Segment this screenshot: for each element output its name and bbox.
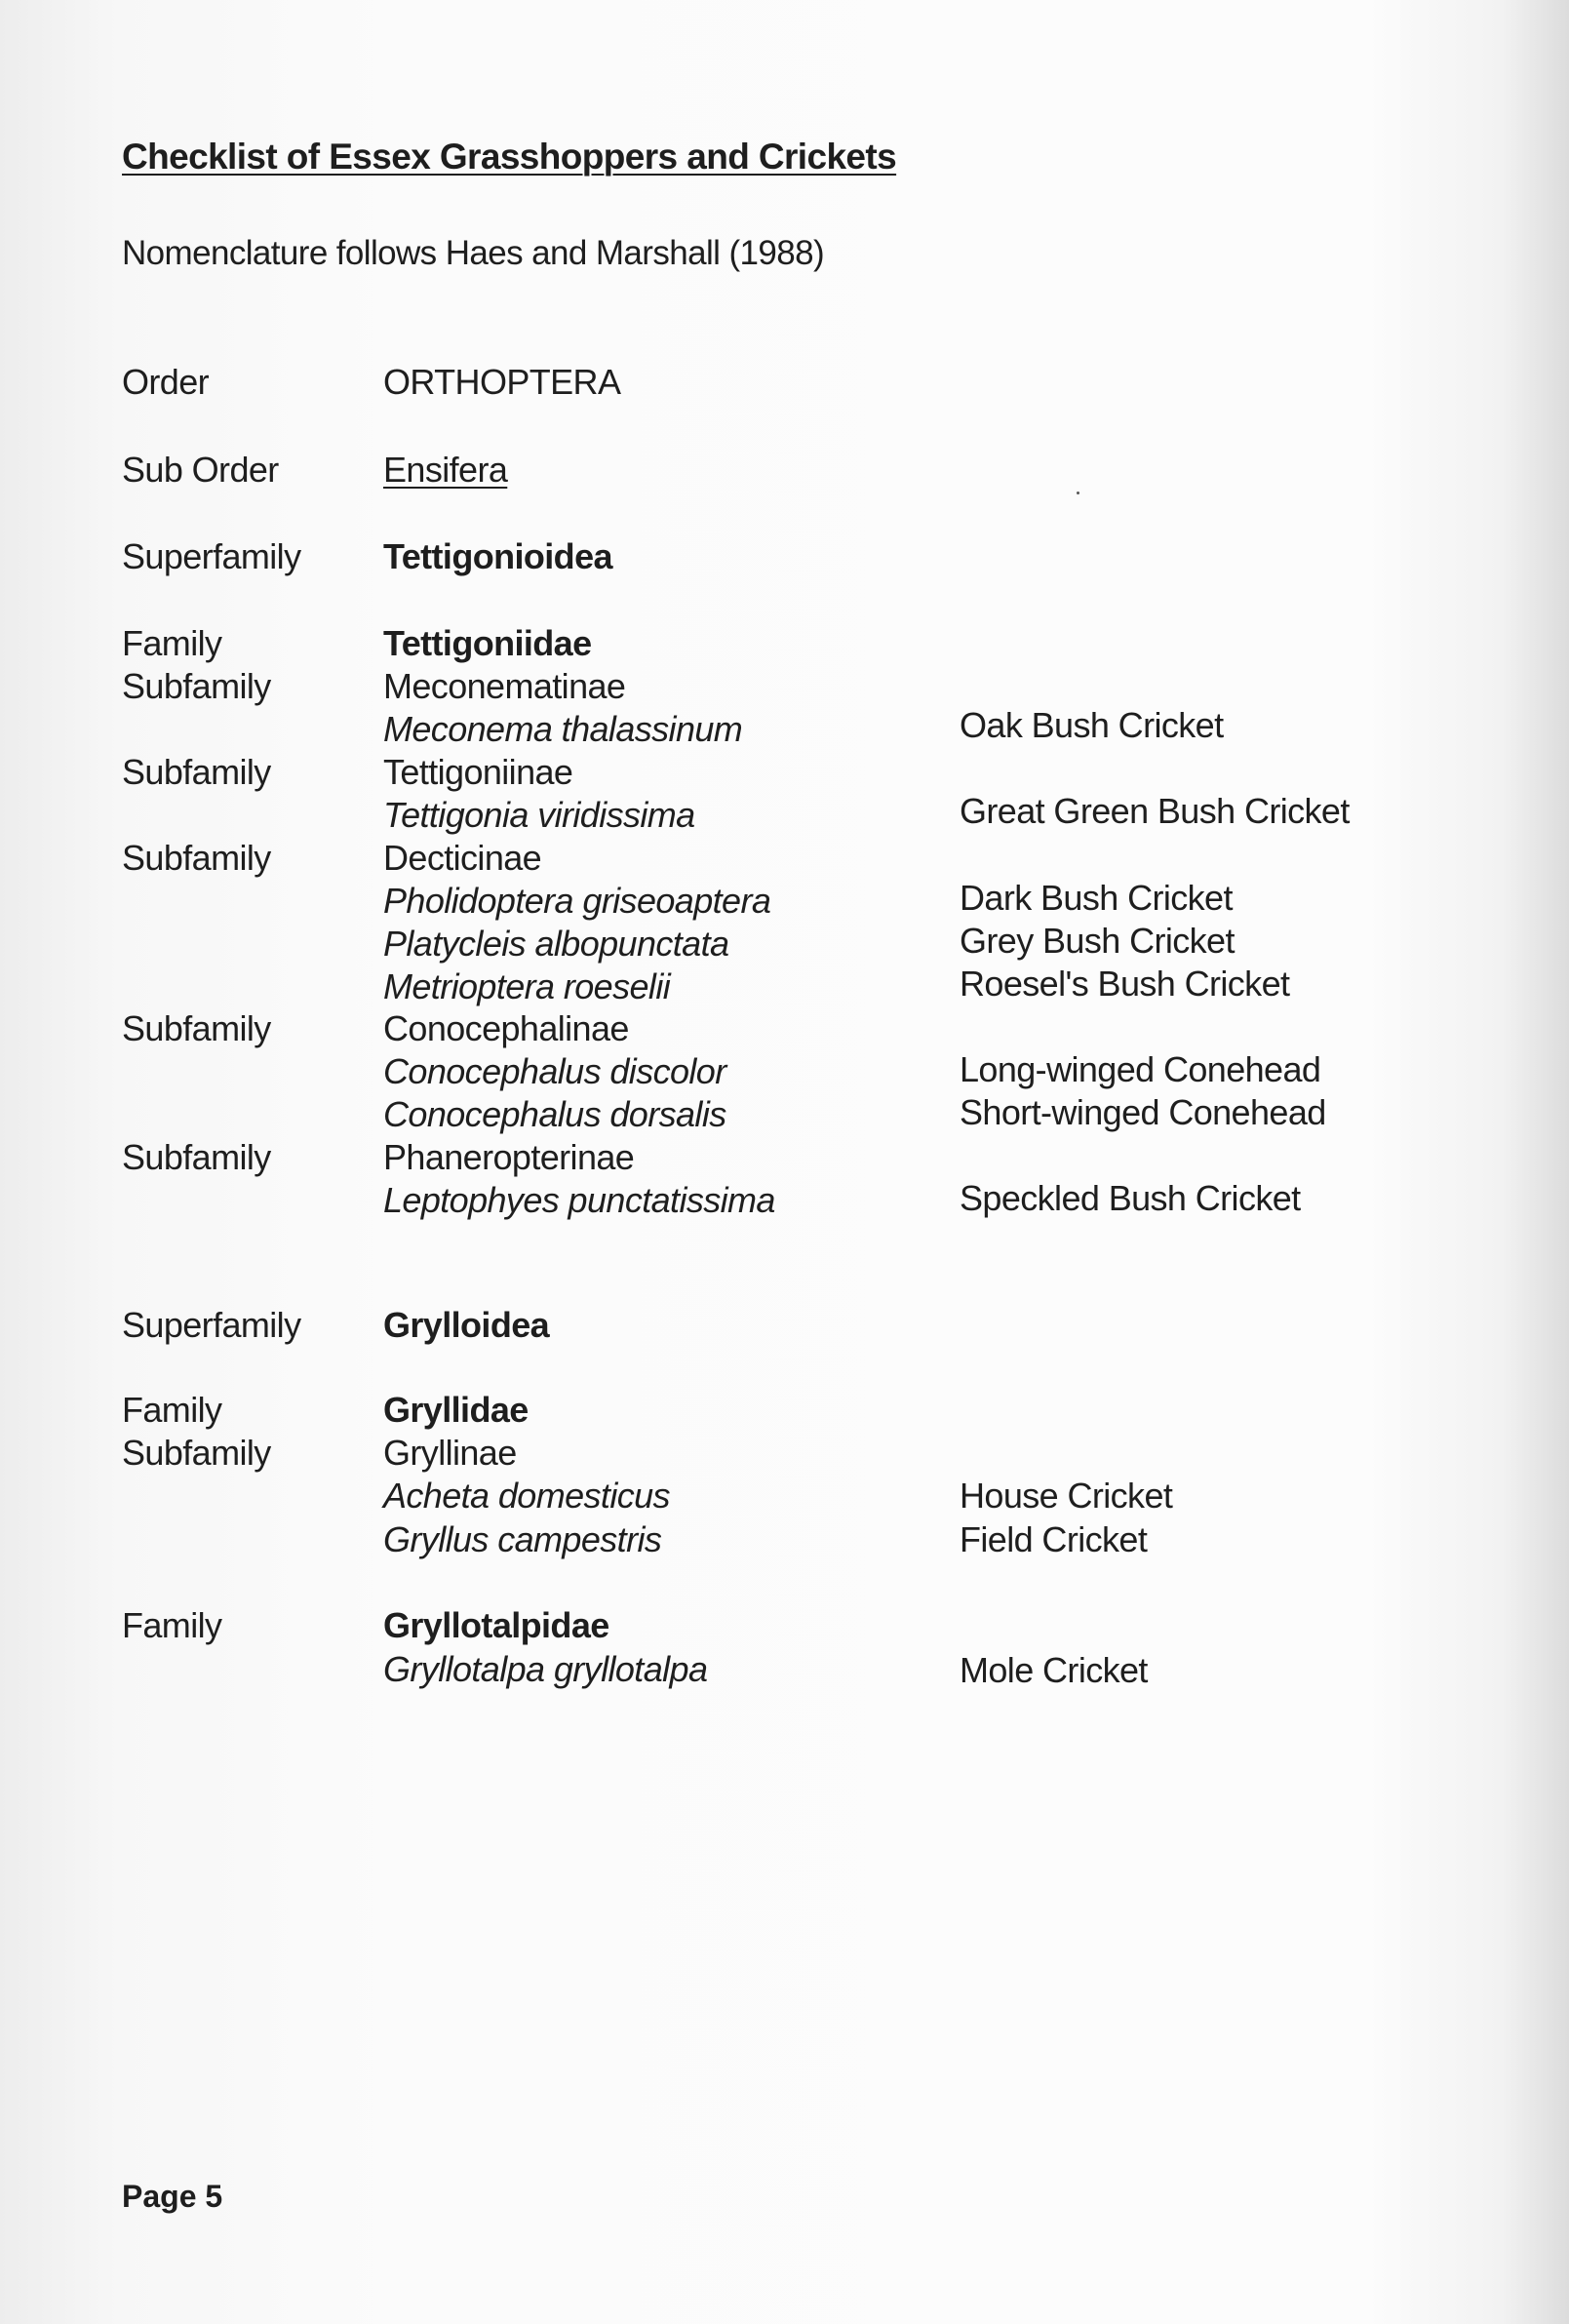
rank-label-subfamily: Subfamily: [122, 752, 271, 792]
species-name: Tettigonia viridissima: [383, 795, 695, 835]
species-name: Leptophyes punctatissima: [383, 1180, 775, 1220]
rank-label-order: Order: [122, 362, 210, 402]
rank-label-suborder: Sub Order: [122, 450, 279, 490]
rank-label-subfamily: Subfamily: [122, 1433, 271, 1473]
common-name: Mole Cricket: [960, 1650, 1148, 1690]
taxon-superfamily: Tettigonioidea: [383, 536, 612, 576]
taxon-family: Gryllotalpidae: [383, 1605, 609, 1645]
species-name: Gryllotalpa gryllotalpa: [383, 1649, 708, 1689]
rank-label-subfamily: Subfamily: [122, 1137, 271, 1177]
rank-label-superfamily: Superfamily: [122, 536, 301, 576]
common-name: Dark Bush Cricket: [960, 878, 1233, 918]
common-name: Roesel's Bush Cricket: [960, 964, 1290, 1004]
rank-label-family: Family: [122, 623, 222, 663]
common-name: Speckled Bush Cricket: [960, 1178, 1301, 1218]
common-name: House Cricket: [960, 1476, 1173, 1516]
common-name: Great Green Bush Cricket: [960, 791, 1350, 831]
nomenclature-note: Nomenclature follows Haes and Marshall (1988): [122, 234, 825, 272]
page-title: Checklist of Essex Grasshoppers and Crickets: [122, 137, 897, 177]
taxon-subfamily: Phaneropterinae: [383, 1137, 635, 1177]
page-number: Page 5: [122, 2179, 223, 2214]
taxon-subfamily: Meconematinae: [383, 666, 626, 706]
taxon-suborder: Ensifera: [383, 450, 508, 490]
taxon-subfamily: Decticinae: [383, 838, 542, 878]
rank-label-superfamily: Superfamily: [122, 1305, 301, 1345]
taxon-family: Gryllidae: [383, 1390, 529, 1430]
rank-label-family: Family: [122, 1605, 222, 1645]
taxon-superfamily: Grylloidea: [383, 1305, 550, 1345]
species-name: Pholidoptera griseoaptera: [383, 881, 771, 921]
common-name: Long-winged Conehead: [960, 1049, 1321, 1089]
taxon-order: ORTHOPTERA: [383, 362, 621, 402]
taxon-subfamily: Tettigoniinae: [383, 752, 573, 792]
species-name: Metrioptera roeselii: [383, 966, 671, 1006]
common-name: Short-winged Conehead: [960, 1092, 1326, 1132]
taxon-family: Tettigoniidae: [383, 623, 592, 663]
common-name: Grey Bush Cricket: [960, 921, 1235, 961]
species-name: Meconema thalassinum: [383, 709, 743, 749]
rank-label-subfamily: Subfamily: [122, 838, 271, 878]
common-name: Field Cricket: [960, 1519, 1148, 1559]
taxon-subfamily: Conocephalinae: [383, 1008, 629, 1048]
paper-speck: [1077, 492, 1079, 494]
taxon-subfamily: Gryllinae: [383, 1433, 517, 1473]
rank-label-family: Family: [122, 1390, 222, 1430]
species-name: Gryllus campestris: [383, 1519, 662, 1559]
species-name: Conocephalus discolor: [383, 1051, 726, 1091]
rank-label-subfamily: Subfamily: [122, 1008, 271, 1048]
species-name: Platycleis albopunctata: [383, 924, 729, 964]
rank-label-subfamily: Subfamily: [122, 666, 271, 706]
common-name: Oak Bush Cricket: [960, 705, 1224, 745]
species-name: Acheta domesticus: [383, 1476, 670, 1516]
species-name: Conocephalus dorsalis: [383, 1094, 726, 1134]
